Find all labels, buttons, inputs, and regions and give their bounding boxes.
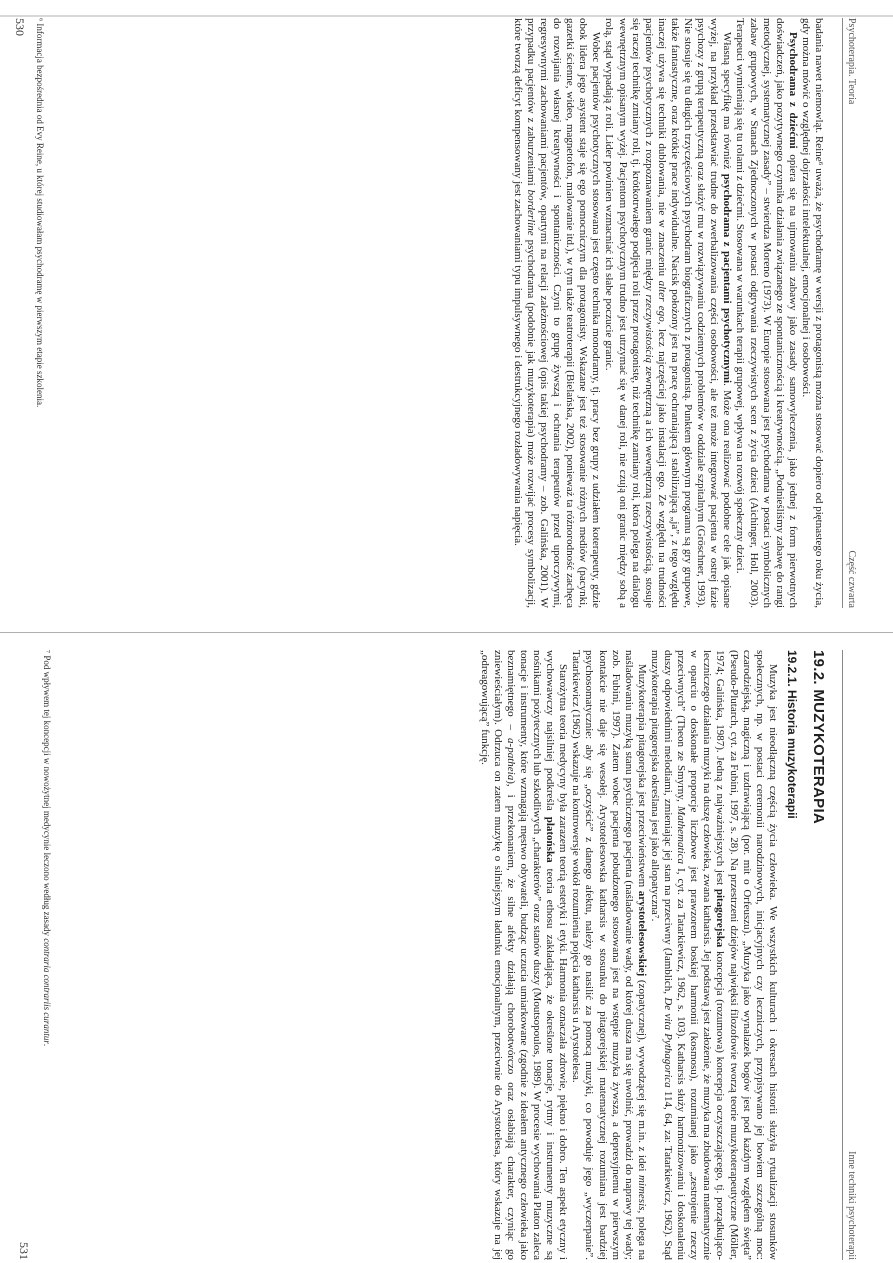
header-right: Część czwarta [846, 550, 857, 608]
page-divider [0, 632, 893, 633]
bold-term: psychodrama z pacjentami psychotycznymi [721, 173, 734, 384]
bold-term: platońska [544, 816, 557, 863]
paragraph: Muzykoterapia pitagorejska jest przeciwieństwem arystotelesowskiej (zopatycznej), wywodzącej się m.in. z idei mimesis, polega na naśladowaniu muzyką stanu psychicznego pacjenta (naśladowanie wady, od której dusza ma się uwolnić, prowadzi do naprawy tej wady; zob. Fubini, 1997). Zatem wobec pacjenta pobudzonego stosowana jest na wstępie muzyka żywsza, a depresyjnemu w pierwszym kontakcie nie daje się wesołej. Arystotelesowska katharsis w stosunku do pitagorejskiej matematycznej rozumiana jest bardziej psychosomatycznie: aby się „oczyścić” z danego afektu, należy go nasilić za pomocą muzyki, co powoduje jego „wyczerpanie”. Tatarkiewicz (1962) wskazuje na kontrowersje wokół rozumienia pojęcia katharsis u Arystotelesa. [570, 650, 648, 1260]
paragraph: Muzyka jest nieodłączną częścią życia człowieka. We wszystkich kulturach i okresach historii służyła rytualizacji stosunków społecznych, np. w postaci ceremonii narodzinowych, inicjacyjnych czy leczniczych, przypisywano jej bowiem szczególną moc: czarodziejską, magiczną i uzdrawiającą (por. mit o Orfeuszu). „Muzyka jako wynalazek bogów jest pod każdym względem święta” (Pseudo-Plutarch, cyt. za Fubini, 1997, s. 28). Na przestrzeni dziejów najwięksi filozofowie tworzą teorie muzykoterapeutyczne (Möller, 1974; Galińska, 1987). Jedną z najważniejszych jest pitagorejska koncepcja (rozumowa) koncepcja oczyszczającego, tj. porządkująco-leczniczego działania muzyki na duszę człowieka, zwana katharsis. Jej podstawą jest założenie, że muzyka ma zbudowana matematycznie w oparciu o doskonałe proporcje liczbowe jest prawzorem boskiej harmonii (kosmosu), rozumianej jako „zestrojenie rzeczy przeciwnych” (Theon ze Smyrny, Mathematica I, cyt. za Tatarkiewicz, 1962, s. 103). Katharsis służy harmonizowaniu i doskonaleniu duszy odpowiednimi melodiami, zmieniając jej stan na przeciwny (Jamblich, De vita Pythagorica 114, 64, za: Tatarkiewicz, 1962). Stąd muzykoterapia pitagorejska określana jest jako allopatyczna⁷. [648, 650, 779, 1260]
page-number: 531 [17, 1242, 31, 1260]
paragraph: badania nawet niemowląt. Reine⁶ uważa, że psychodramę w wersji z protagonistą można stosować dopiero od piętnastego roku życia, gdy można mówić o względnej dojrzałości intelektualnej, emocjonalnej i osobowości. [799, 18, 825, 608]
bold-term: Psychodrama z dziećmi [786, 32, 799, 149]
subsection-title: 19.2.1. Historia muzykoterapii [784, 650, 799, 819]
footnote: ⁷ Pod wpływem tej koncepcji w nowożytnej medycynie leczono według zasady contraria contrariis curantur. [42, 650, 52, 1047]
bold-term: arystotelesowskiej [635, 890, 648, 977]
page-number: 530 [13, 18, 27, 36]
header-rule [842, 650, 843, 1260]
paragraph: Psychodrama z dziećmi opiera się na ujmowaniu zabawy jako zasady samowyleczenia, jako jednej z form pierwotnych doświadczeń, jako pozytywnego czynnika działania związanego ze spontanicznością i kreatywnością. „Podnieśliśmy zabawę do rangi metodycznej, systematycznej zasady” – stwierdza Moreno (1973). W Europie stosowana jest psychodrama w postaci symbolicznych zabaw grupowych, w Stanach Zjednoczonych w postaci odgrywania rzeczywistych scen z życia dzieci (Aichinger, Holl, 2003). Terapeuci wymieniają się tu rolami z dziećmi. Stosowana w warunkach terapii grupowej, wpływa na rozwój społeczny dzieci. [734, 18, 799, 608]
section-title: 19.2. MUZYKOTERAPIA [810, 650, 827, 825]
footnote: ⁶ Informacja bezpośrednia od Evy Reine, u której studiowałam psychodramę w pierwszym etapie szkolenia. [35, 18, 45, 408]
header-left: Psychoterapia. Teoria [846, 18, 857, 105]
scan-edge-top [0, 15, 893, 17]
paragraph: Wobec pacjentów psychotycznych stosowana jest często technika monodramy, tj. pracy bez grupy z udziałem koterapeuty, gdzie obok lidera jego asystent staje się ego pomocniczym dla protagonisty. Wskazane jest też stosowanie różnych mediów (pacynki, gazetki ścienne, wideo, magnetofon, malowanie itd.), w tym także teatroterapii (Bielańska, 2002), ponieważ ta różnorodność zachęca do rozwijania własnej kreatywności i spontaniczności. Czyni to grupę żywszą i ochrania terapeutów przed uporczywymi, regresywnymi zachowaniami pacjentów, opartymi na relacji zależnościowej (opis takiej psychodramy – zob. Galińska, 2001). W przypadku pacjentów z zaburzeniami borderline psychodrama (podobnie jak muzykoterapia) może rozwijać procesy symbolizacji, które tworzą deficyt kompensowany jest zachowaniami typu impulsywnego i destrukcyjnego rozładowywania napięcia. [511, 18, 603, 608]
bold-term: pitagorejska [714, 888, 727, 948]
running-header [841, 650, 857, 1260]
body-text [478, 650, 825, 1260]
paragraph: Własną specyfikę ma również psychodrama z pacjentami psychotycznymi. Może ona realizować podobne cele jak opisane wyżej, na przykład przedstawiać trudne do zwerbalizowania części osobowości, ale też może integrować pacjenta w ostrej fazie psychozy z grupą terapeutyczną oraz służyć mu w rozwiązywaniu codziennych problemów w oddziale szpitalnym (Gröschner, 1993). Nie stosuje się tu długich trzyczęściowych psychodram biograficznych z protagonistą. Punktem głównym programu są gry grupowe, także fantastyczne, oraz krótkie prace indywidualne. Nacisk położony jest na pracę ochraniającą i stabilizującą „ja”, z tego względu inaczej używa się techniki dublowania, nie w znaczeniu alter ego, lecz najczęściej jako instalacji ego. Ze względu na trudności pacjentów psychotycznych z rozpoznawaniem granic między rzeczywistością zewnętrzną a ich wewnętrzną rzeczywistością, stosuje się raczej technikę zmiany roli, tj. krótkotrwałego podjęcia roli przez protagonistę, niż technikę zamiany roli, która polega na dialogu wewnętrznym opisanym wyżej. Pacjentom psychotycznym trudno jest utrzymać się w danej roli, nie czują oni granic między sobą a rolą, stąd wypadają z roli. Lider powinien wzmacniać ich słabe poczucie granic. [603, 18, 734, 609]
header-rule [842, 18, 843, 608]
page-531 [17, 650, 857, 1260]
body-text [511, 18, 825, 608]
header-right: Inne techniki psychoterapii [846, 1151, 857, 1260]
running-header [841, 18, 857, 608]
paragraph: Starożytna teoria medycyny była zarazem teorią estetyki i etyki. Harmonia oznaczała zdrowie, piękno i dobro. Ten aspekt etyczny i wychowawczy najsilniej podkreśla platońska teoria ethosu zakładająca, że określone tonacje, rytmy i instrumenty muzyczne są nośnikami pożytecznych lub szkodliwych „charakterów” oraz stanów duszy (Moutsopoulos, 1989). W procesie wychowania Platon zaleca tonacje i instrumenty, które wzmagają męstwo obywateli, budząc uczucia umiarkowane (zgodnie z ideałem antycznego człowieka jako beznamiętnego – a-patheia), i przekonaniem, że silne afekty działają chorobotwórczo oraz osłabiają charakter, czyniąc go zniewieściałym). Odrzuca on zatem muzykę o silniejszym ładunku emocjonalnym, przeciwnie do Arystotelesa, który wskazuje na jej „odreagowującą” funkcję. [478, 650, 570, 1261]
page-530 [13, 18, 857, 609]
